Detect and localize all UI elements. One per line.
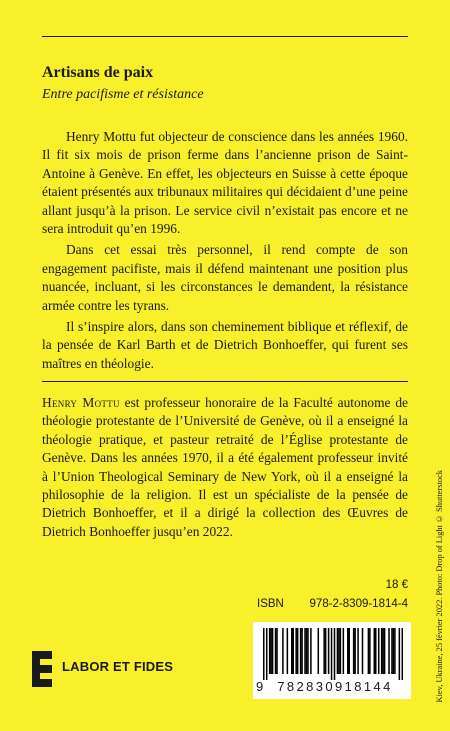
barcode-bar	[340, 628, 342, 674]
barcode-bar	[343, 628, 345, 674]
barcode-bar	[272, 628, 274, 674]
barcode-bar	[269, 628, 271, 674]
barcode-bar	[282, 628, 284, 674]
isbn-number: 978-2-8309-1814-4	[309, 598, 408, 610]
barcode-bar	[318, 628, 320, 674]
barcode	[253, 622, 411, 699]
barcode-bar	[291, 628, 293, 674]
isbn-label: ISBN	[257, 598, 284, 610]
blurb-paragraph: Henry Mottu fut objecteur de conscience dans les années 1960. Il fit six mois de prison ferme dans l’ancienne prison de Saint-Antoine à Genève. En effet, les objecteurs en Suisse à cette époque étaient présentés aux tribunaux militaires qui décidaient d’une peine allant jusqu’à la prison. Le service civil n’existait pas encore et ne sera introduit qu’en 1996.	[42, 129, 408, 237]
book-title: Artisans de paix	[42, 64, 154, 81]
barcode-bar	[310, 628, 312, 674]
section-divider	[42, 381, 408, 382]
barcode-bar	[378, 628, 380, 674]
barcode-bar	[348, 628, 350, 674]
barcode-bar	[369, 628, 371, 674]
barcode-bar	[301, 628, 303, 674]
barcode-bar	[297, 628, 299, 674]
barcode-bar	[328, 628, 330, 674]
book-subtitle: Entre pacifisme et résistance	[42, 87, 204, 102]
price: 18 €	[385, 579, 408, 591]
barcode-bar	[334, 628, 336, 680]
barcode-bar	[292, 628, 294, 674]
barcode-bar	[276, 628, 278, 674]
barcode-bar	[270, 628, 272, 674]
publisher-logo-icon	[32, 651, 52, 687]
barcode-bar	[338, 628, 340, 674]
barcode-bar	[353, 628, 355, 674]
barcode-bar	[323, 628, 325, 674]
blurb-paragraph: Il s’inspire alors, dans son cheminement biblique et réflexif, de la pensée de Karl Barth et de Dietrich Bonhoeffer, qui furent ses maîtres en théologie.	[42, 319, 408, 371]
author-bio	[42, 394, 408, 541]
barcode-bar	[266, 628, 268, 680]
barcode-bar	[399, 628, 401, 680]
barcode-bar	[347, 628, 349, 674]
barcode-bar	[295, 628, 297, 674]
barcode-bar	[337, 628, 339, 674]
barcode-bar	[368, 628, 370, 674]
barcode-bar	[263, 628, 265, 680]
author-name: Henry Mottu	[42, 395, 120, 410]
barcode-bar	[275, 628, 277, 674]
barcode-bar	[357, 628, 359, 674]
isbn-line	[257, 598, 408, 610]
barcode-bar	[287, 628, 289, 674]
book-blurb	[42, 128, 408, 376]
barcode-digits: 782830918144	[277, 679, 393, 694]
barcode-bar	[325, 628, 327, 674]
barcode-bar	[300, 628, 302, 674]
top-rule	[42, 36, 408, 37]
barcode-bar	[381, 628, 383, 674]
barcode-bar	[388, 628, 390, 674]
barcode-bar	[307, 628, 309, 674]
publisher-name: LABOR ET FIDES	[62, 659, 174, 674]
barcode-bar	[304, 628, 306, 674]
barcode-bar	[354, 628, 356, 674]
barcode-bar	[391, 628, 393, 674]
barcode-bar	[375, 628, 377, 674]
barcode-bar	[331, 628, 333, 680]
barcode-lead-digit: 9	[256, 679, 264, 694]
barcode-bar	[394, 628, 396, 674]
barcode-bar	[393, 628, 395, 674]
blurb-paragraph: Dans cet essai très personnel, il rend compte de son engagement pacifiste, mais il défend maintenant une position plus nuancée, incluant, si les circonstances le demandent, la résistance armée contre les tyrans.	[42, 242, 408, 313]
barcode-bars	[263, 628, 403, 680]
barcode-bar	[306, 628, 308, 674]
barcode-bar	[374, 628, 376, 674]
photo-credit: Kiev, Ukraine, 25 février 2022. Photo: Drop of Light © Shutterstock	[435, 470, 444, 703]
barcode-bar	[384, 628, 386, 674]
barcode-bar	[382, 628, 384, 674]
author-bio-text: est professeur honoraire de la Faculté autonome de théologie protestante de l’Université de Genève, où il a enseigné la théologie pratique, et pasteur retraité de l’Église protestante de Genève. Dans les années 1970, il a été également professeur invité à l’Union Theological Seminary de New York, où il a enseigné la philosophie de la religion. Il est un spécialiste de la pensée de Dietrich Bonhoeffer, et il a dirigé la collection des Œuvres de Dietrich Bonhoeffer jusqu’en 2022.	[42, 395, 408, 539]
barcode-bar	[402, 628, 403, 680]
barcode-bar	[362, 628, 364, 674]
